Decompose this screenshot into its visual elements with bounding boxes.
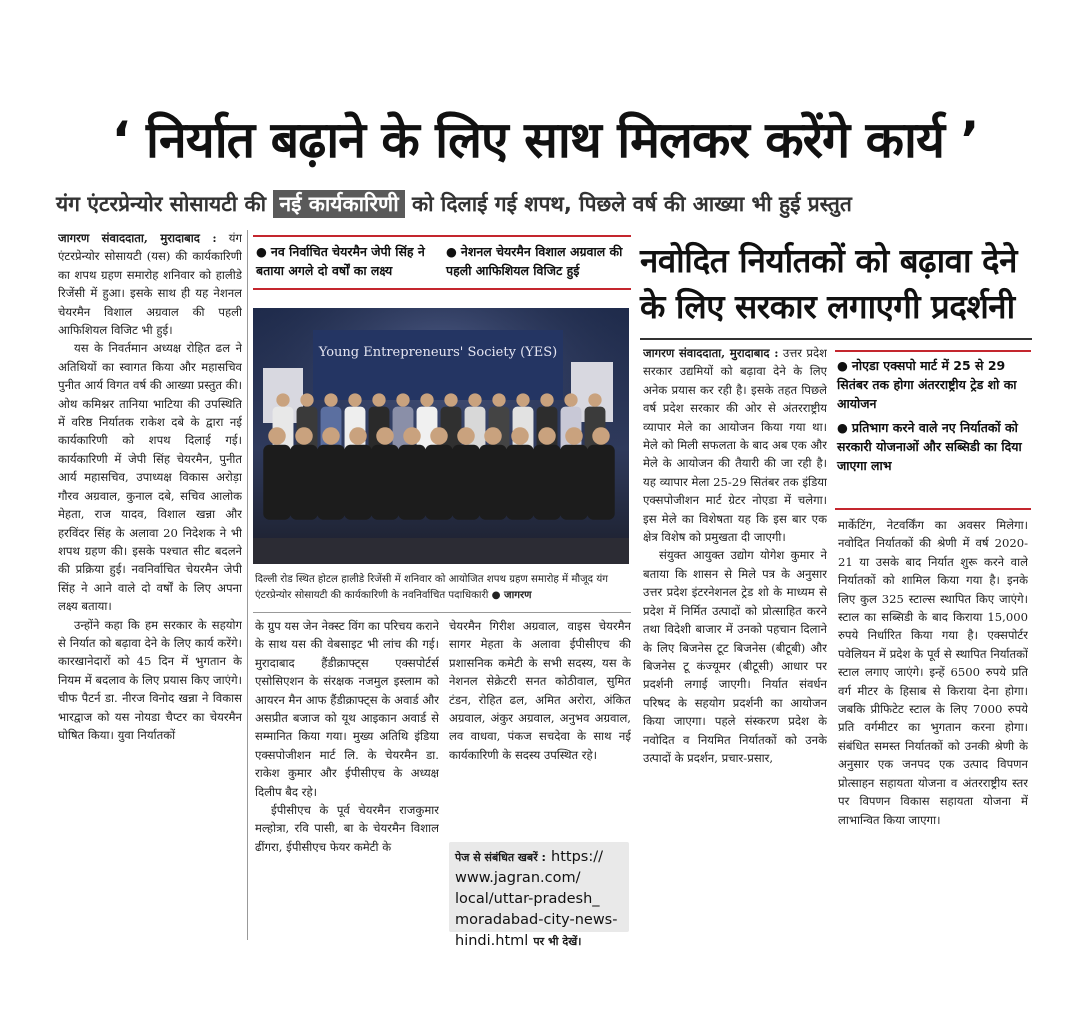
person-head [322,427,340,445]
subhead-before: यंग एंटरप्रेन्योर सोसायटी की [56,192,267,216]
person-head [540,393,553,406]
col1-para-2: यस के निवर्तमान अध्यक्ष रोहित ढल ने अतिथियों का स्वागत किया और महासचिव पुनीत आर्य विगत वर्ष की आख्या प्रस्तुत की। ओथ कमिश्नर तानिया भाटिया की उपस्थिति में वरिष्ठ निर्यातक राकेश दबे के द्वारा नई कार्यकारिणी को शपथ दिलाई गई। कार्यकारिणी में जेपी सिंह चेयरमैन, पुनीत आर्य महासचिव, उपाध्यक्ष विकास अरोड़ा गौरव अग्रवाल, कुनाल दबे, सचिव आलोक मेहता, राज यादव, विशाल खन्ना और हरविंदर सिंह के अलावा 20 निदेशक ने भी शपथ ग्रहण की। इसके पश्चात सीट बदलने की प्रक्रिया हुई। नवनिर्वाचित चेयरमैन जेपी सिंह ने आने वाले दो वर्षों के लिए अपना लक्ष्य बताया। [58,341,242,614]
column-1 [58,229,242,941]
person-head [588,393,601,406]
col2-para-2: ईपीसीएच के पूर्व चेयरमैन राजकुमार मल्होत्रा, रवि पासी, बा के चेयरमैन विशाल ढींगरा, ईपीसीएच फेयर कमेटी के [255,803,439,854]
person-body [344,445,372,520]
bullet-rule-top [835,350,1031,352]
person-head [565,427,583,445]
bullet-icon: ● [837,420,848,435]
page-headline: ‘ निर्यात बढ़ाने के लिए साथ मिलकर करेंगे कार्य ’ [111,111,979,169]
link-suffix: पर भी देखें। [533,935,582,948]
subhead-after: को दिलाई गई शपथ, पिछले वर्ष की आख्या भी हुई प्रस्तुत [412,192,852,216]
column-3 [449,617,631,837]
side-column-b [838,516,1028,944]
side-para-2: संयुक्त आयुक्त उद्योग योगेश कुमार ने बताया कि शासन से मिले पत्र के अनुसार उत्तर प्रदेश इंटरनेशनल ट्रेड शो के माध्यम से प्रदेश में निर्मित उत्पादों को प्रोत्साहित करने तथा विदेशी बाजार में उनको पहचान दिलाने के लिए बिजनेस टूट बिजनेस (बीटूबी) और बिजनेस टू कंज्यूमर (बीटूसी) आधार पर प्रदर्शनी लगाई जाएगी। निर्यात संवर्धन परिषद के सहयोग प्रदर्शनी का आयोजन किया जाएगा। पहले संस्करण प्रदेश के नवोदित व नियमित निर्यातकों को उनके उत्पादों के प्रदर्शन, प्रचार-प्रसार, [643,548,827,765]
person-head [295,427,313,445]
person-head [492,393,505,406]
person-body [317,445,345,520]
person-head [538,427,556,445]
side-column-a [643,344,827,942]
photo-banner-text: Young Entrepreneurs' Society (YES) [318,345,558,360]
caption-rule [253,612,631,613]
caption-credit: ● जागरण [491,590,532,601]
person-body [371,445,399,520]
bullet-icon: ● [256,244,267,259]
person-head [444,393,457,406]
caption-text: दिल्ली रोड स्थित होटल हालीडे रिजेंसी में शनिवार को आयोजित शपथ ग्रहण समारोह में मौजूद यंग एंटरप्रेन्योर सोसायटी की कार्यकारिणी के नवनिर्वाचित पदाधिकारी [255,574,608,601]
pull-rule-top [253,235,631,237]
person-body [263,445,291,520]
col3-para-1: चेयरमैन गिरीश अग्रवाल, वाइस चेयरमैन सागर मेहता के अलावा ईपीसीएच की प्रशासनिक कमेटी के सभी सदस्य, यस के नेशनल सेक्रेटरी सनत कोठीवाल, सुमित टंडन, रोहित ढल, अमित अरोरा, अंकित अग्रवाल, अंकुर अग्रवाल, अनुभव अग्रवाल, लव वाधवा, पंकज सचदेवा के साथ नई कार्यकारिणी के सदस्य उपस्थित रहे। [449,619,631,762]
side-col-b-para: मार्केटिंग, नेटवर्किंग का अवसर मिलेगा। नवोदित निर्यातकों की श्रेणी में वर्ष 2020-21 या उसके बाद निर्यात शुरू करने वाले निर्यातकों को शामिल किया गया है। इनके लिए कुल 325 स्टाल्स स्थापित किए जाएंगे। स्टाल का सब्सिडी के बाद किराया 15,000 रुपये निर्धारित किया गया है। एक्सपोर्टर पवेलियन में प्रदेश के पूर्व से स्थापित निर्यातकों स्टाल लगाए जाएंगे। इन्हें 6500 रुपये प्रति वर्ग मीटर के हिसाब से किराया देना होगा। जबकि प्रीफिटेट स्टाल के लिए 7000 रुपये प्रति वर्गमीटर का भुगतान करना होगा। संबंधित समस्त निर्यातकों को उनकी श्रेणी के अनुसार एक जनपद एक उत्पाद विपणन प्रोत्साहन सहायता योजना व अंतरराष्ट्रीय स्तर पर विपणन विकास सहायता योजना में लाभान्वित किया जाएगा। [838,518,1028,827]
side-bullet-2: ● प्रतिभाग करने वाले नए निर्यातकों को सरकारी योजनाओं और सब्सिडी का दिया जाएगा लाभ [837,420,1022,473]
person-head [300,393,313,406]
person-head [348,393,361,406]
person-head [484,427,502,445]
person-head [420,393,433,406]
person-head [396,393,409,406]
pull-quote-1: ● नव निर्वाचित चेयरमैन जेपी सिंह ने बताया अगले दो वर्षों का लक्ष्य [256,244,425,278]
person-head [511,427,529,445]
subheadline [56,184,1026,224]
pull-quote-2: ● नेशनल चेयरमैन विशाल अग्रवाल की पहली आफिशियल विजिट हुई [446,244,623,278]
link-label: पेज से संबंधित खबरें : [455,851,546,864]
photo-caption [255,572,629,612]
person-body [479,445,507,520]
person-head [324,393,337,406]
subhead-highlight: नई कार्यकारिणी [273,190,404,218]
person-head [372,393,385,406]
person-head [403,427,421,445]
person-body [506,445,534,520]
column-divider [247,230,248,940]
person-body [452,445,480,520]
column-2 [255,617,439,939]
person-head [276,393,289,406]
bullet-icon: ● [837,358,848,373]
side-bullet-1: ● नोएडा एक्सपो मार्ट में 25 से 29 सितंबर तक होगा अंतरराष्ट्रीय ट्रेड शो का आयोजन [837,358,1017,411]
related-news-box [449,842,629,949]
col2-para-1: के ग्रुप यस जेन नेक्स्ट विंग का परिचय कराने के साथ यस की वेबसाइट भी लांच की गई। मुरादाबाद हैंडीक्राफ्ट्स एक्सपोर्टर्स एसोसिएशन के संरक्षक नजमुल इस्लाम को आयरन मैन आफ हैंडीक्राफ्ट्स के अवार्ड और असप्रीत बजाज को यूथ आइकान अवार्ड से सम्मानित किया गया। मुख्य अतिथि इंडिया एक्सपोजीशन मार्ट लि. के चेयरमैन डा. राकेश कुमार और ईपीसीएच के अध्यक्ष दिलीप बैद रहे। [255,619,439,799]
person-body [533,445,561,520]
person-head [430,427,448,445]
person-head [468,393,481,406]
person-body [290,445,318,520]
side-head-rule [640,338,1032,340]
person-head [564,393,577,406]
group-photo [253,308,629,564]
side-dateline: जागरण संवाददाता, मुरादाबाद : [643,346,779,360]
person-head [457,427,475,445]
person-head [376,427,394,445]
pull-rule-bottom [253,288,631,290]
person-head [268,427,286,445]
dateline: जागरण संवाददाता, मुरादाबाद : [58,231,217,245]
jagran-link[interactable]: https:// www.jagran.com/ local/uttar-pradesh_ moradabad-city-news-hindi.html [455,849,618,949]
person-head [516,393,529,406]
side-story-headline: नवोदित निर्यातकों को बढ़ावा देने के लिए सरकार लगाएगी प्रदर्शनी [640,241,1017,326]
person-head [592,427,610,445]
person-body [560,445,588,520]
col1-para-1: यंग एंटरप्रेन्योर सोसायटी (यस) की कार्यकारिणी का शपथ ग्रहण समारोह शनिवार को हालीडे रिजेंसी में हुआ। इसके साथ ही यह नेशनल चेयरमैन विशाल अग्रवाल की पहली आफिशियल विजिट भी हुई। [58,231,242,338]
side-para-1: उत्तर प्रदेश सरकार उद्यमियों को बढ़ावा देने के लिए अनेक प्रयास कर रही है। इसके तहत पिछले वर्ष प्रदेश सरकार की ओर से अंतरराष्ट्रीय व्यापार मेले का आयोजन किया गया था। मेले को मिली सफलता के बाद अब एक और मेले के आयोजन की तैयारी की जा रही है। यह व्यापार मेला 25-29 सितंबर तक इंडिया एक्सपोजीशन मार्ट ग्रेटर नोएडा में चलेगा। इस मेले का विशेषता यह कि इस बार एक क्षेत्र विशेष को प्रमुखता दी जाएगी। [643,346,827,545]
bullet-rule-bottom [835,508,1031,510]
person-body [425,445,453,520]
col1-para-3: उन्होंने कहा कि हम सरकार के सहयोग से निर्यात को बढ़ावा देने के लिए कार्य करेंगे। कारखानेदारों को 45 दिन में भुगतान के नियम में बदलाव के लिए प्रयास किए जाएंगे। चीफ पैटर्न डा. नीरज विनोद खन्ना ने विकास भारद्वाज को यस नोयडा चैप्टर का चेयरमैन घोषित किया। युवा निर्यातकों [58,617,242,742]
person-head [349,427,367,445]
person-body [587,445,615,520]
person-body [398,445,426,520]
bullet-icon: ● [446,244,457,259]
